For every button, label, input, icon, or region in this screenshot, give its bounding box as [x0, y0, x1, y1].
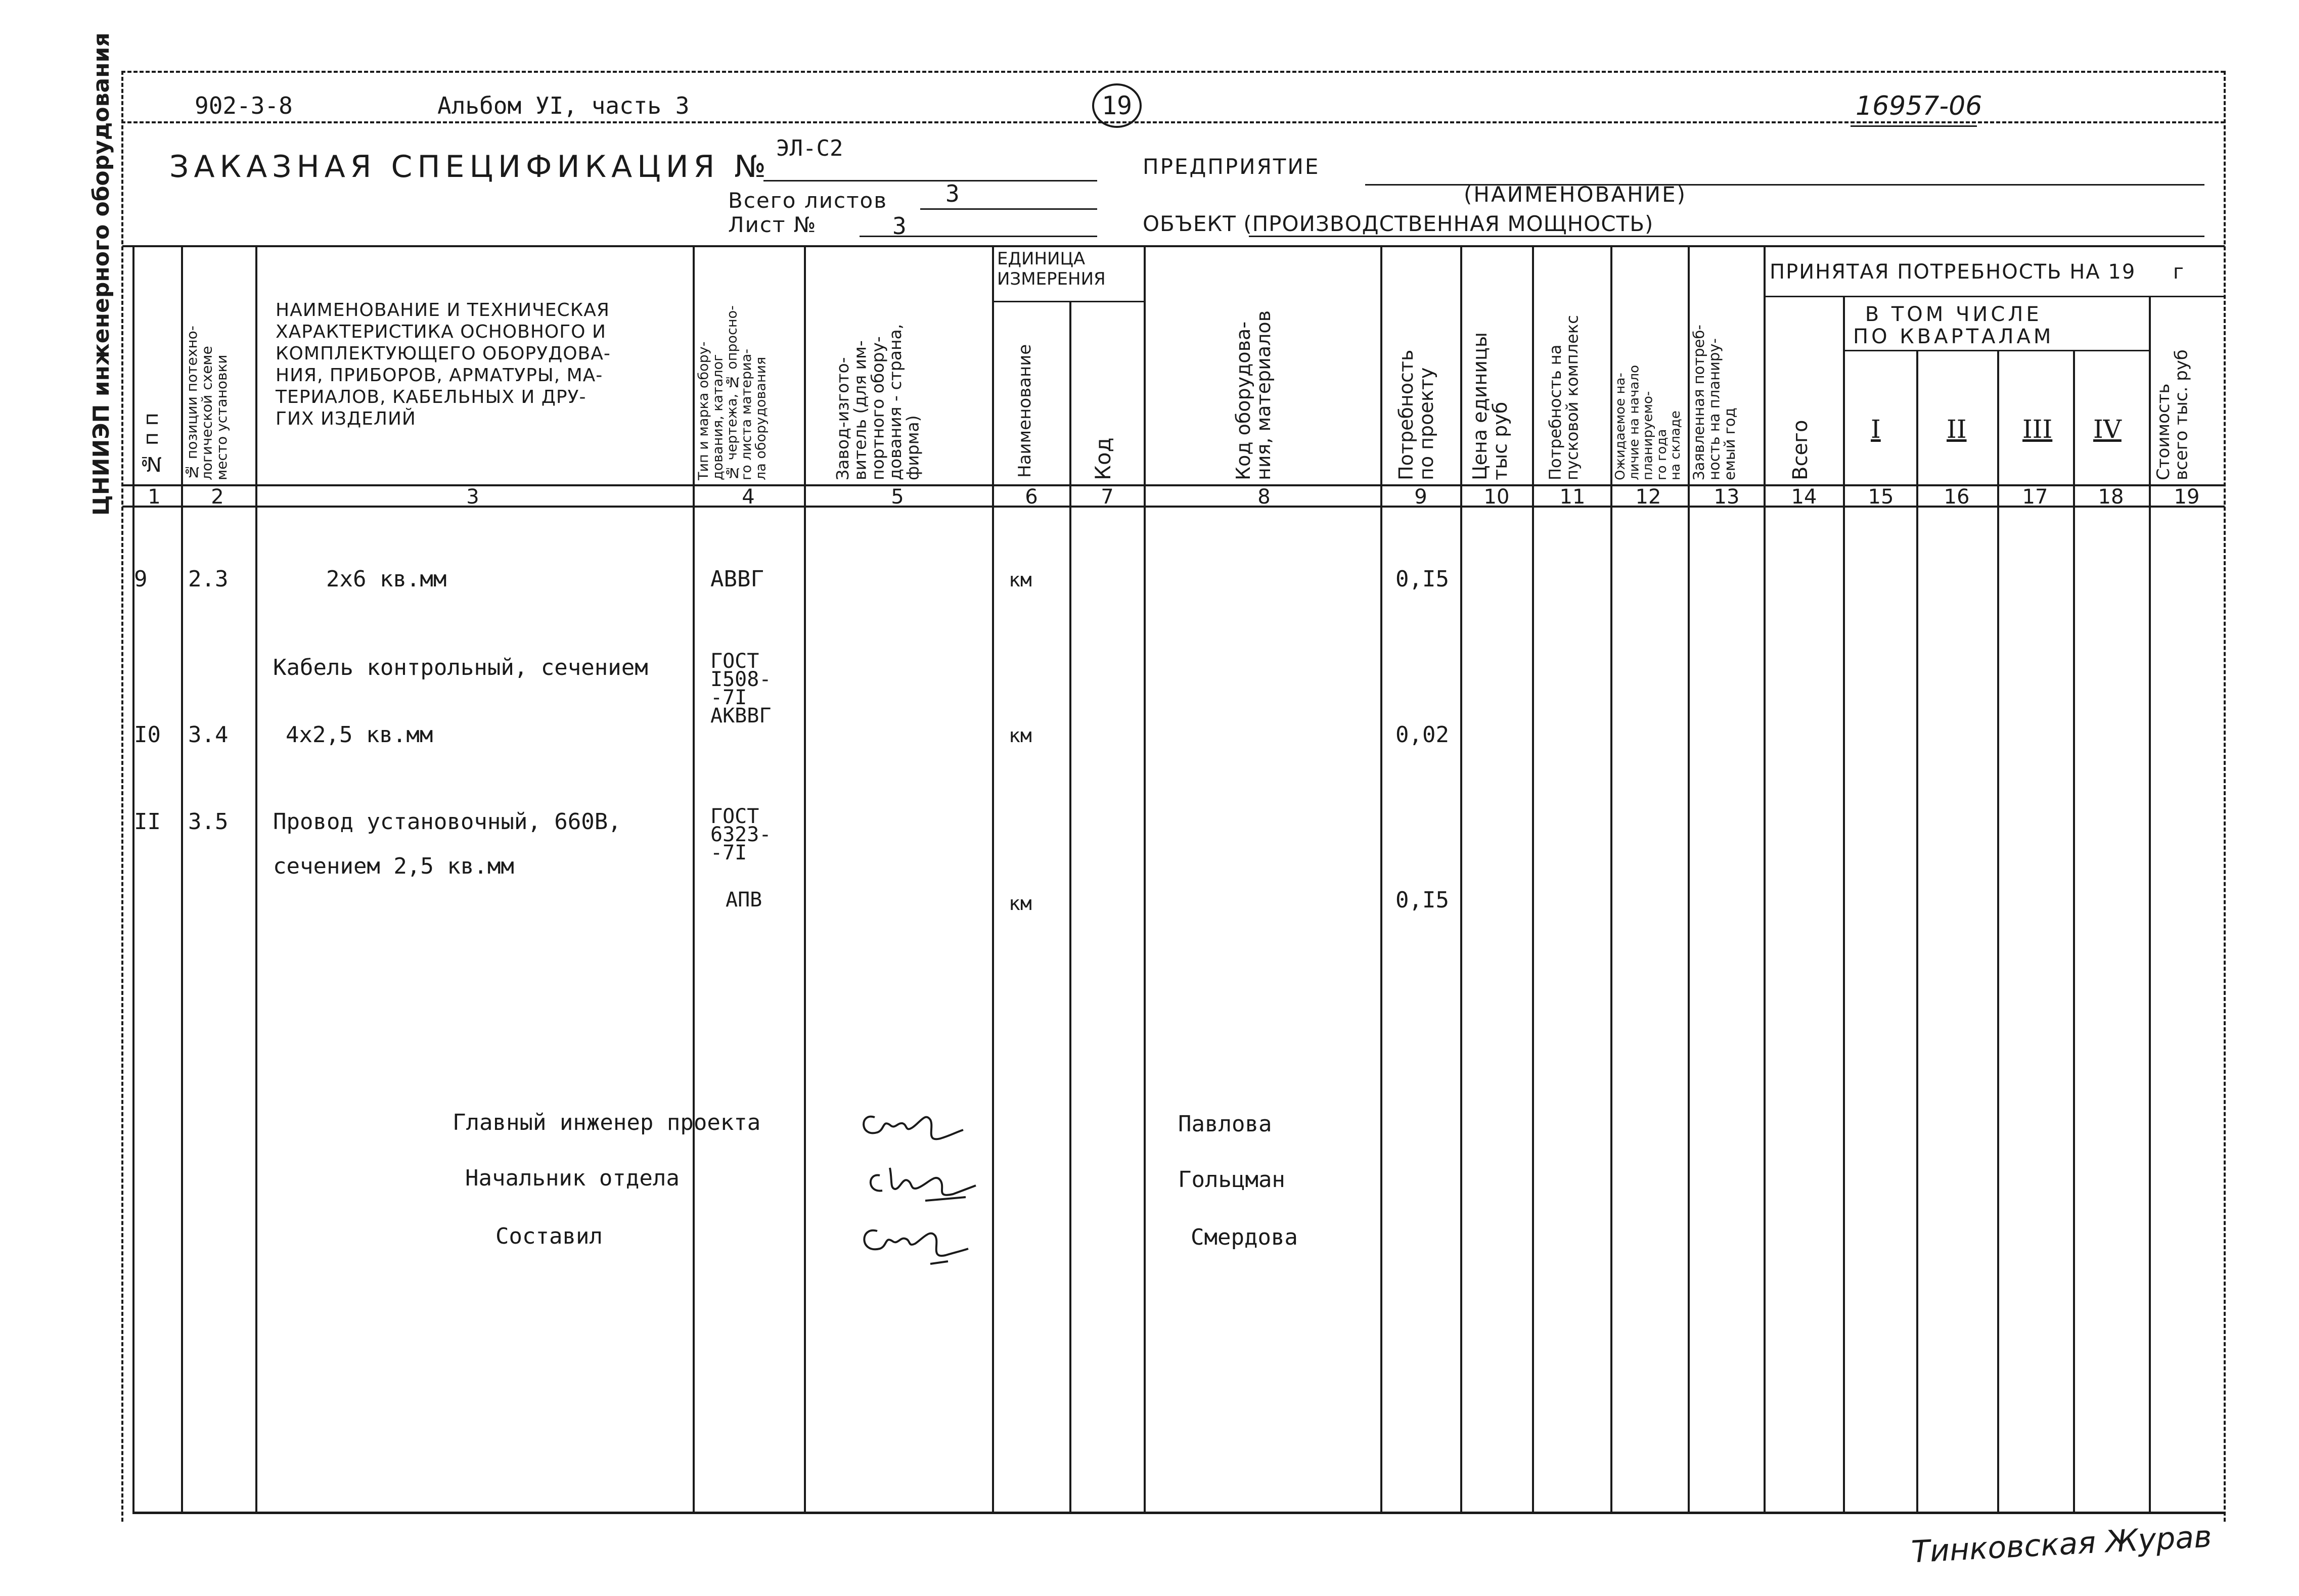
- col-line-19: [2149, 296, 2151, 1512]
- colnum-6: 6: [1025, 485, 1038, 509]
- handwritten-signature-3: [854, 1216, 976, 1271]
- row-11-name-line2: сечением 2,5 кв.мм: [273, 853, 514, 879]
- colnum-15: 15: [1868, 485, 1894, 509]
- col-line-5: [804, 245, 806, 1512]
- header-unit-group: ЕДИНИЦА ИЗМЕРЕНИЯ: [997, 249, 1106, 289]
- spec-title: ЗАКАЗНАЯ СПЕЦИФИКАЦИЯ №: [169, 149, 771, 185]
- signature-name-chief-engineer: Павлова: [1178, 1111, 1272, 1137]
- header-quarters-group: В ТОМ ЧИСЛЕ ПО КВАРТАЛАМ: [1853, 303, 2054, 348]
- col-line-10: [1460, 245, 1462, 1512]
- row-10-name-line2: 4х2,5 кв.мм: [286, 722, 433, 748]
- col-line-14: [1764, 245, 1766, 1512]
- header-unit-name: Наименование: [1015, 344, 1035, 478]
- handwritten-signature-1: [854, 1102, 971, 1148]
- row-9-demand: 0,I5: [1395, 566, 1449, 592]
- col-line-1: [132, 245, 134, 1512]
- col-line-4: [693, 245, 695, 1512]
- header-declared-demand: Заявленная потреб- ность на планиру- емый год: [1690, 325, 1738, 480]
- doc-number-underline: [1851, 125, 1977, 127]
- total-sheets-label: Всего листов: [728, 188, 888, 213]
- enterprise-label: ПРЕДПРИЯТИЕ: [1143, 154, 1320, 179]
- signature-role-chief-engineer: Главный инженер проекта: [453, 1110, 761, 1135]
- album-code: 902-3-8: [195, 92, 293, 119]
- row-9-npp: 9: [134, 566, 148, 592]
- colnum-7: 7: [1101, 485, 1114, 509]
- col-line-9: [1380, 245, 1382, 1512]
- header-quarter-1: I: [1871, 415, 1881, 444]
- accepted-group-divider: [1764, 296, 2225, 297]
- col-line-12: [1610, 245, 1612, 1512]
- row-11-npp: II: [134, 809, 161, 835]
- colnum-5: 5: [891, 485, 904, 509]
- col-line-7: [1069, 301, 1071, 1512]
- total-sheets-underline: [920, 208, 1097, 210]
- colnum-1: 1: [148, 485, 161, 509]
- object-underline: [1249, 236, 2204, 237]
- colnum-11: 11: [1559, 485, 1586, 509]
- col-line-6: [992, 245, 994, 1512]
- col-line-17: [1997, 350, 1999, 1512]
- col-line-13: [1688, 245, 1690, 1512]
- handwritten-signature-2: [860, 1158, 981, 1208]
- row-10-type: ГОСТ I508- -7I АКВВГ: [710, 650, 772, 727]
- spec-number-underline: [763, 180, 1097, 181]
- row-11-type-mark: АПВ: [726, 888, 762, 911]
- object-label: ОБЪЕКТ (ПРОИЗВОДСТВЕННАЯ МОЩНОСТЬ): [1143, 211, 1654, 236]
- doc-number: 16957-06: [1856, 91, 1982, 121]
- row-10-npp: I0: [134, 722, 161, 748]
- header-unit-price: Цена единицы тыс руб: [1469, 332, 1511, 480]
- sheet-underline: [860, 236, 1097, 237]
- header-accepted-group: ПРИНЯТАЯ ПОТРЕБНОСТЬ НА 19 г: [1770, 260, 2185, 284]
- header-position: № позиции потехно- логической схеме место установки: [184, 326, 230, 480]
- sheet-label: Лист №: [728, 212, 817, 237]
- col-line-3: [255, 245, 257, 1512]
- frame-bottom: [132, 1512, 2226, 1514]
- header-cost: Стоимость всего тыс. руб: [2153, 349, 2192, 480]
- col-line-15: [1843, 296, 1845, 1512]
- album-part: Альбом УI, часть 3: [437, 92, 690, 119]
- header-separator: [121, 121, 2225, 123]
- quarters-group-divider: [1843, 350, 2149, 351]
- colnum-18: 18: [2098, 485, 2124, 509]
- row-11-type: ГОСТ 6323- -7I: [710, 805, 772, 864]
- footer-handwriting: Тинковская Журав: [1910, 1519, 2213, 1570]
- row-9-type: АВВГ: [710, 566, 764, 592]
- header-unit-code: Код: [1091, 437, 1115, 480]
- colnum-17: 17: [2022, 485, 2048, 509]
- colnum-14: 14: [1791, 485, 1817, 509]
- row-10-position: 3.4: [188, 722, 229, 748]
- signature-role-compiler: Составил: [495, 1223, 603, 1249]
- row-11-position: 3.5: [188, 809, 229, 835]
- colnum-9: 9: [1414, 485, 1427, 509]
- row-9-position: 2.3: [188, 566, 229, 592]
- header-type-mark: Тип и марка обору- дования, каталог № чертежа, № опросно- го листа материа- ла оборудования: [696, 305, 769, 480]
- frame-top: [121, 71, 2225, 73]
- header-expected-stock: Ожидаемое на- личие на начало планируемо- го года на складе: [1613, 365, 1684, 480]
- col-line-18: [2073, 350, 2075, 1512]
- row-11-unit: км: [1009, 892, 1032, 915]
- header-equipment-code: Код оборудова- ния, материалов: [1232, 310, 1275, 480]
- colnum-3: 3: [466, 485, 479, 509]
- colnum-13: 13: [1714, 485, 1740, 509]
- colnum-8: 8: [1257, 485, 1271, 509]
- header-quarter-2: II: [1947, 415, 1967, 444]
- spec-number: ЭЛ-С2: [776, 135, 843, 161]
- row-9-name: 2х6 кв.мм: [326, 566, 447, 592]
- header-project-demand: Потребность по проекту: [1395, 349, 1437, 480]
- colnum-10: 10: [1483, 485, 1510, 509]
- organization-side-label: ЦНИИЭП инженерного оборудования: [88, 32, 114, 516]
- colnum-19: 19: [2174, 485, 2200, 509]
- row-10-name-line1: Кабель контрольный, сечением: [273, 655, 648, 680]
- col-line-16: [1916, 350, 1918, 1512]
- col-line-2: [181, 245, 183, 1512]
- header-name: НАИМЕНОВАНИЕ И ТЕХНИЧЕСКАЯ ХАРАКТЕРИСТИКА ОСНОВНОГО И КОМПЛЕКТУЮЩЕГО ОБОРУДОВА- НИЯ, ПРИБОРОВ, АРМАТУРЫ, МА- ТЕРИАЛОВ, КАБЕЛЬНЫХ И ДРУ- ГИХ ИЗДЕЛИЙ: [276, 300, 611, 429]
- unit-group-divider: [992, 301, 1144, 302]
- colnum-2: 2: [211, 485, 224, 509]
- row-11-name-line1: Провод установочный, 660В,: [273, 809, 621, 835]
- page-number: 19: [1101, 91, 1133, 120]
- signature-role-department-head: Начальник отдела: [465, 1165, 680, 1191]
- col-line-11: [1532, 245, 1534, 1512]
- signature-name-department-head: Гольцман: [1178, 1167, 1285, 1193]
- name-caption: (НАИМЕНОВАНИЕ): [1464, 182, 1687, 207]
- row-10-unit: км: [1009, 724, 1032, 747]
- colnum-12: 12: [1635, 485, 1661, 509]
- header-quarter-3: III: [2022, 415, 2053, 444]
- header-manufacturer: Завод-изгото- витель (для им- портного обору- дования - страна, фирма): [833, 324, 923, 480]
- col-line-8: [1144, 245, 1146, 1512]
- header-npp: № п п: [140, 413, 163, 475]
- colnum-4: 4: [742, 485, 755, 509]
- row-11-demand: 0,I5: [1395, 887, 1449, 913]
- row-10-demand: 0,02: [1395, 722, 1449, 748]
- total-sheets-value: 3: [945, 180, 960, 207]
- header-quarter-4: IV: [2093, 415, 2122, 444]
- signature-name-compiler: Смердова: [1191, 1224, 1298, 1250]
- row-9-unit: км: [1009, 569, 1032, 591]
- sheet-value: 3: [892, 212, 907, 240]
- header-total: Всего: [1789, 420, 1812, 480]
- header-startup-complex: Потребность на пусковой комплекс: [1546, 315, 1582, 480]
- page-number-stamp: [1092, 83, 1142, 128]
- frame-left: [121, 71, 123, 1522]
- colnum-16: 16: [1944, 485, 1970, 509]
- table-top-border: [122, 245, 2225, 247]
- frame-right: [2224, 71, 2226, 1522]
